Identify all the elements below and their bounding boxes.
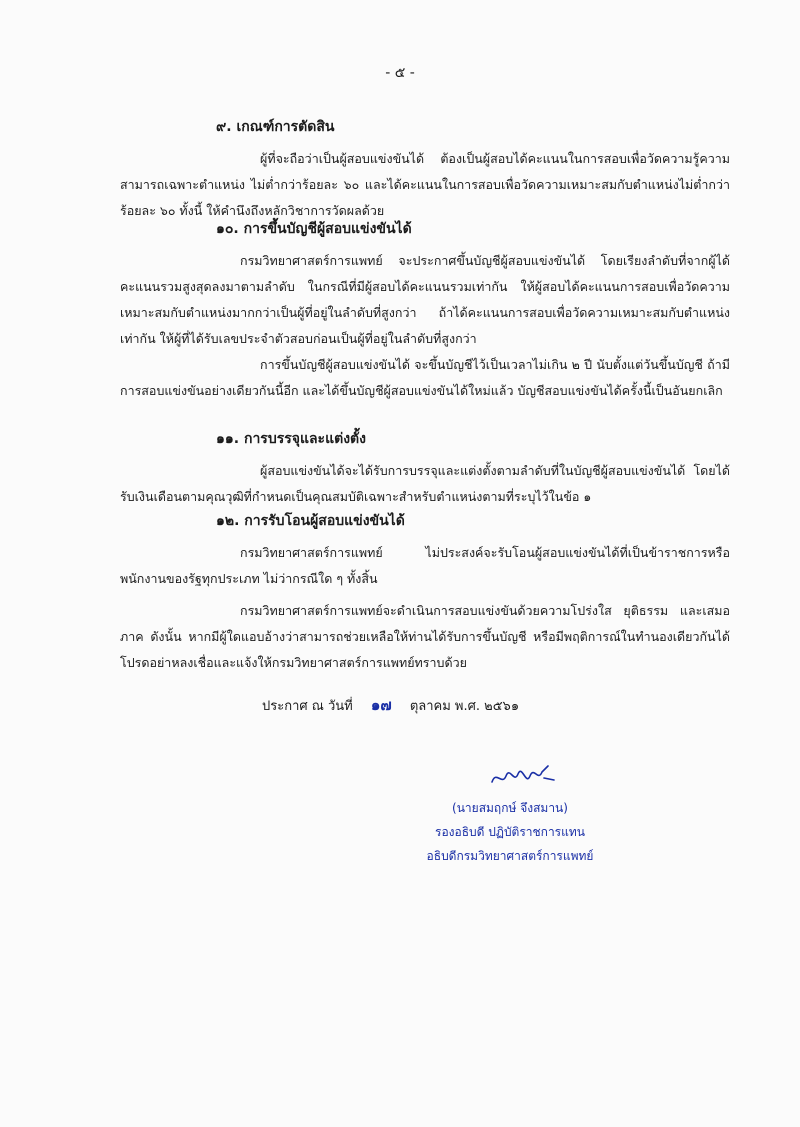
section-heading: ๑๒. การรับโอนผู้สอบแข่งขันได้ — [216, 513, 405, 529]
section-paragraph: ผู้ที่จะถือว่าเป็นผู้สอบแข่งขันได้ ต้องเป็นผู้สอบได้คะแนนในการสอบเพื่อวัดความรู้ความสามารถเฉพาะตำแหน่ง ไม่ต่ำกว่าร้อยละ ๖๐ และได้คะแนนในการสอบเพื่อวัดความเหมาะสมกับตำแหน่งไม่ต่ำกว่าร้อยละ ๖๐ ทั้งนี้ ให้คำนึงถึงหลักวิชาการวัดผลด้วย — [120, 151, 730, 218]
closing-statement — [120, 598, 730, 676]
signer-position: รองอธิบดี ปฏิบัติราชการแทน — [435, 825, 585, 839]
announcement-month-year: ตุลาคม พ.ศ. ๒๕๖๑ — [409, 699, 520, 714]
handwritten-signature — [488, 762, 558, 792]
closing-paragraph: กรมวิทยาศาสตร์การแพทย์จะดำเนินการสอบแข่งขันด้วยความโปร่งใส ยุติธรรม และเสมอภาค ดังนั้น หากมีผู้ใดแอบอ้างว่าสามารถช่วยเหลือให้ท่านได้รับการขึ้นบัญชี หรือมีพฤติการณ์ในทำนองเดียวกันได้ โปรดอย่าหลงเชื่อและแจ้งให้กรมวิทยาศาสตร์การแพทย์ทราบด้วย — [120, 603, 730, 670]
section-heading: ๑๐. การขึ้นบัญชีผู้สอบแข่งขันได้ — [216, 221, 412, 237]
signer-department: อธิบดีกรมวิทยาศาสตร์การแพทย์ — [426, 849, 594, 863]
announcement-day: ๑๗ — [370, 696, 392, 714]
section-heading: ๙. เกณฑ์การตัดสิน — [216, 119, 335, 135]
signer-name: (นายสมฤกษ์ จึงสมาน) — [452, 801, 568, 815]
announcement-prefix: ประกาศ ณ วันที่ — [262, 699, 353, 714]
section-paragraph: ผู้สอบแข่งขันได้จะได้รับการบรรจุและแต่งตั้งตามลำดับที่ในบัญชีผู้สอบแข่งขันได้ โดยได้รับเงินเดือนตามคุณวุฒิที่กำหนดเป็นคุณสมบัติเฉพาะสำหรับตำแหน่งตามที่ระบุไว้ในข้อ ๑ — [120, 463, 730, 504]
section-ranking — [120, 218, 730, 404]
section-paragraph: กรมวิทยาศาสตร์การแพทย์ จะประกาศขึ้นบัญชีผู้สอบแข่งขันได้ โดยเรียงลำดับที่จากผู้ได้คะแนนรวมสูงสุดลงมาตามลำดับ ในกรณีที่มีผู้สอบได้คะแนนรวมเท่ากัน ให้ผู้สอบได้คะแนนการสอบเพื่อวัดความเหมาะสมกับตำแหน่งมากกว่าเป็นผู้ที่อยู่ในลำดับที่สูงกว่า ถ้าได้คะแนนการสอบเพื่อวัดความเหมาะสมกับตำแหน่งเท่ากัน ให้ผู้ที่ได้รับเลขประจำตัวสอบก่อนเป็นผู้ที่อยู่ในลำดับที่สูงกว่า — [120, 253, 730, 346]
signer-block — [400, 796, 620, 868]
section-heading: ๑๑. การบรรจุและแต่งตั้ง — [216, 431, 366, 447]
section-criteria — [120, 116, 730, 224]
page-number: - ๕ - — [385, 65, 415, 81]
section-paragraph: การขึ้นบัญชีผู้สอบแข่งขันได้ จะขึ้นบัญชีไว้เป็นเวลาไม่เกิน ๒ ปี นับตั้งแต่วันขึ้นบัญชี ถ้ามีการสอบแข่งขันอย่างเดียวกันนี้อีก และได้ขึ้นบัญชีผู้สอบแข่งขันได้ใหม่แล้ว บัญชีสอบแข่งขันได้ครั้งนี้เป็นอันยกเลิก — [120, 357, 730, 398]
announcement-date — [262, 693, 519, 717]
section-paragraph: กรมวิทยาศาสตร์การแพทย์ ไม่ประสงค์จะรับโอนผู้สอบแข่งขันได้ที่เป็นข้าราชการหรือพนักงานของรัฐทุกประเภท ไม่ว่ากรณีใด ๆ ทั้งสิ้น — [120, 545, 730, 586]
section-transfer — [120, 510, 730, 592]
section-appointment — [120, 428, 730, 510]
